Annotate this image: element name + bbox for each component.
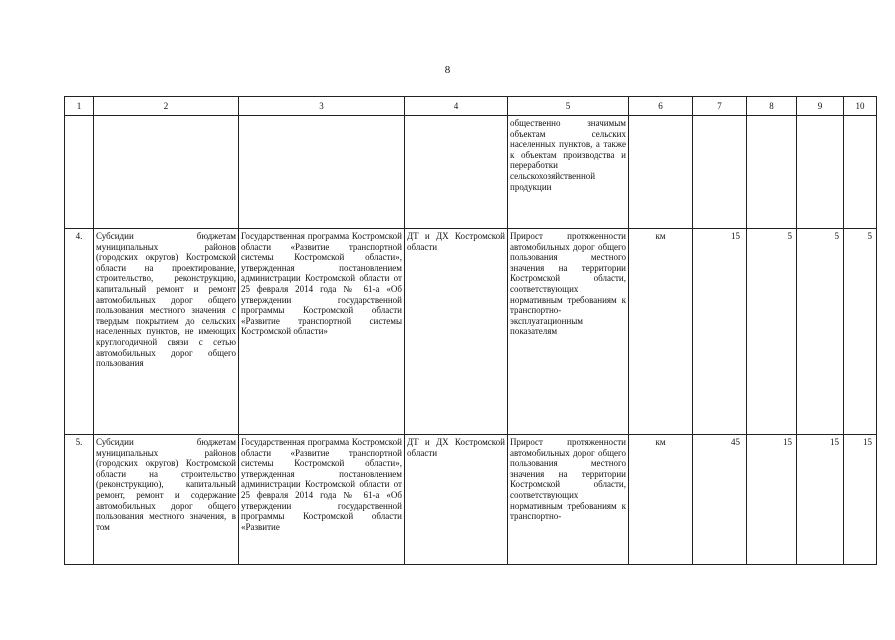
- indicator-cell: общественно значимым объектам сельских населенных пунктов, а также к объектам производства и переработки сельскохозяйственной продукции: [508, 116, 629, 229]
- value-cell: 15: [844, 435, 877, 565]
- header-cell: 1: [65, 97, 94, 116]
- header-cell: 7: [693, 97, 747, 116]
- value-cell: 15: [747, 435, 797, 565]
- row-number: 5.: [65, 435, 94, 565]
- subsidy-description: Субсидии бюджетам муниципальных районов (городских округов) Костромской области на проектирование, строительство, реконструкцию, капитальный ремонт и ремонт автомобильных дорог общего пользования местного значения с твердым покрытием до сельских населенных пунктов, не имеющих круглогодичной связи с сетью автомобильных дорог общего пользования: [94, 229, 239, 435]
- value-cell: 15: [693, 229, 747, 435]
- responsible-agency: ДТ и ДХ Костромской области: [405, 229, 508, 435]
- unit-cell: км: [629, 435, 693, 565]
- header-cell: 5: [508, 97, 629, 116]
- header-cell: 3: [239, 97, 405, 116]
- value-cell: 5: [747, 229, 797, 435]
- responsible-agency: ДТ и ДХ Костромской области: [405, 435, 508, 565]
- program-description: Государственная программа Костромской области «Развитие транспортной системы Костромской области», утвержденная постановлением администрации Костромской области от 25 февраля 2014 года № 61-а «Об утверждении государственной программы Костромской области «Развитие: [239, 435, 405, 565]
- indicator-cell: Прирост протяженности автомобильных дорог общего пользования местного значения на территории Костромской области, соответствующих нормативным требованиям к транспортно-эксплуатационным показателям: [508, 229, 629, 435]
- value-cell: 5: [844, 229, 877, 435]
- header-row: [65, 97, 877, 116]
- table-row: [65, 229, 877, 435]
- header-cell: 9: [797, 97, 844, 116]
- header-cell: 8: [747, 97, 797, 116]
- header-cell: 6: [629, 97, 693, 116]
- unit-cell: км: [629, 229, 693, 435]
- continuation-row: [65, 116, 877, 229]
- program-description: Государственная программа Костромской области «Развитие транспортной системы Костромской области», утвержденная постановлением администрации Костромской области от 25 февраля 2014 года № 61-а «Об утверждении государственной программы Костромской области «Развитие транспортной системы Костромской области»: [239, 229, 405, 435]
- header-cell: 10: [844, 97, 877, 116]
- page-number: 8: [444, 64, 451, 76]
- value-cell: 15: [797, 435, 844, 565]
- value-cell: 45: [693, 435, 747, 565]
- subsidy-description: Субсидии бюджетам муниципальных районов (городских округов) Костромской области на строительство (реконструкцию), капитальный ремонт, ремонт и содержание автомобильных дорог общего пользования местного значения, в том: [94, 435, 239, 565]
- row-number: 4.: [65, 229, 94, 435]
- header-cell: 2: [94, 97, 239, 116]
- header-cell: 4: [405, 97, 508, 116]
- table-row: [65, 435, 877, 565]
- document-table: [64, 96, 877, 565]
- value-cell: 5: [797, 229, 844, 435]
- indicator-cell: Прирост протяженности автомобильных дорог общего пользования местного значения на территории Костромской области, соответствующих нормативным требованиям к транспортно-: [508, 435, 629, 565]
